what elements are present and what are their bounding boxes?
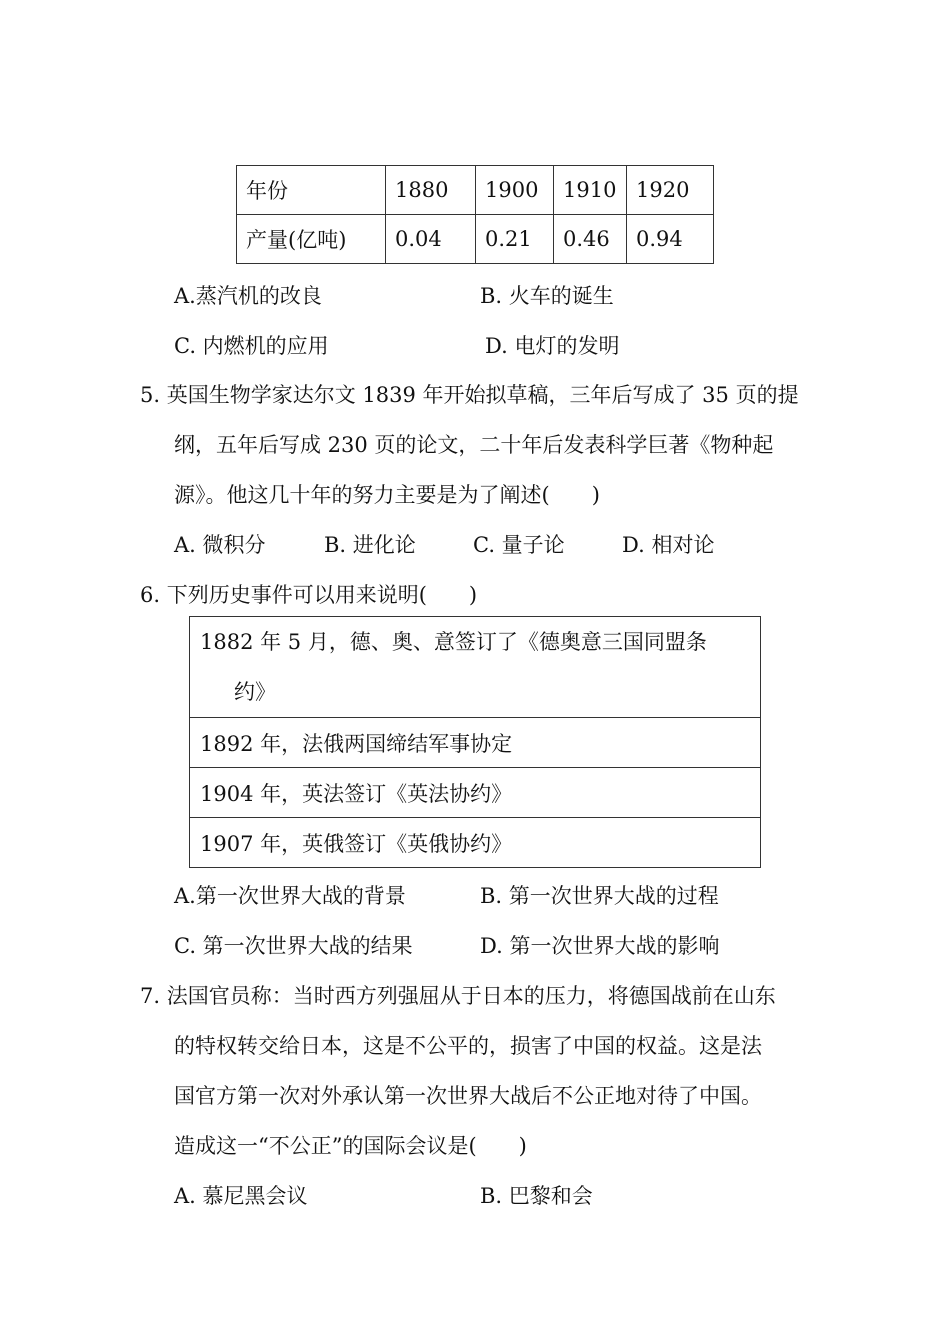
table-row xyxy=(190,768,761,818)
q5-option-a: A. 微积分 xyxy=(174,533,266,557)
event-1904: 1904 年，英法签订《英法协约》 xyxy=(190,768,761,818)
table-row xyxy=(237,166,714,215)
q5-stem-line3: 源》。他这几十年的努力主要是为了阐述( ) xyxy=(174,483,600,507)
event-1907: 1907 年，英俄签订《英俄协约》 xyxy=(190,818,761,868)
q6-option-c: C. 第一次世界大战的结果 xyxy=(174,934,413,958)
q6-option-a: A.第一次世界大战的背景 xyxy=(174,884,406,908)
event-1882-line2: 约》 xyxy=(234,680,276,704)
table-cell: 0.21 xyxy=(476,215,554,264)
q4-option-a: A.蒸汽机的改良 xyxy=(174,284,322,308)
q5-stem-line1: 5. 英国生物学家达尔文 1839 年开始拟草稿，三年后写成了 35 页的提 xyxy=(140,383,799,407)
q6-option-d: D. 第一次世界大战的影响 xyxy=(480,934,720,958)
q4-option-c: C. 内燃机的应用 xyxy=(174,334,329,358)
table-row xyxy=(190,818,761,868)
q6-stem: 6. 下列历史事件可以用来说明( ) xyxy=(140,583,478,607)
q7-stem-line1: 7. 法国官员称：当时西方列强屈从于日本的压力，将德国战前在山东 xyxy=(140,984,776,1008)
table-row xyxy=(237,215,714,264)
q5-stem-line2: 纲，五年后写成 230 页的论文，二十年后发表科学巨著《物种起 xyxy=(174,433,774,457)
table-row xyxy=(190,617,761,718)
q4-option-b: B. 火车的诞生 xyxy=(480,284,614,308)
table-row xyxy=(190,718,761,768)
q7-option-b: B. 巴黎和会 xyxy=(480,1184,593,1208)
production-table xyxy=(236,165,714,264)
q5-option-c: C. 量子论 xyxy=(473,533,565,557)
events-table xyxy=(189,616,761,868)
event-1892: 1892 年，法俄两国缔结军事协定 xyxy=(190,718,761,768)
table-cell: 年份 xyxy=(237,166,386,215)
table-cell: 1920 xyxy=(627,166,714,215)
q7-stem-line2: 的特权转交给日本，这是不公平的，损害了中国的权益。这是法 xyxy=(174,1034,762,1058)
q7-stem-line3: 国官方第一次对外承认第一次世界大战后不公正地对待了中国。 xyxy=(174,1084,762,1108)
table-cell: 产量(亿吨) xyxy=(237,215,386,264)
table-cell: 0.94 xyxy=(627,215,714,264)
q7-option-a: A. 慕尼黑会议 xyxy=(174,1184,308,1208)
table-cell: 1910 xyxy=(554,166,627,215)
q5-option-b: B. 进化论 xyxy=(324,533,416,557)
table-cell: 0.46 xyxy=(554,215,627,264)
table-cell: 1880 xyxy=(386,166,476,215)
q7-stem-line4: 造成这一“不公正”的国际会议是( ) xyxy=(174,1134,527,1158)
table-cell xyxy=(190,617,761,718)
table-cell: 0.04 xyxy=(386,215,476,264)
table-cell: 1900 xyxy=(476,166,554,215)
q5-option-d: D. 相对论 xyxy=(622,533,715,557)
event-1882-line1: 1882 年 5 月，德、奥、意签订了《德奥意三国同盟条 xyxy=(200,630,707,654)
q6-option-b: B. 第一次世界大战的过程 xyxy=(480,884,719,908)
q4-option-d: D. 电灯的发明 xyxy=(485,334,620,358)
